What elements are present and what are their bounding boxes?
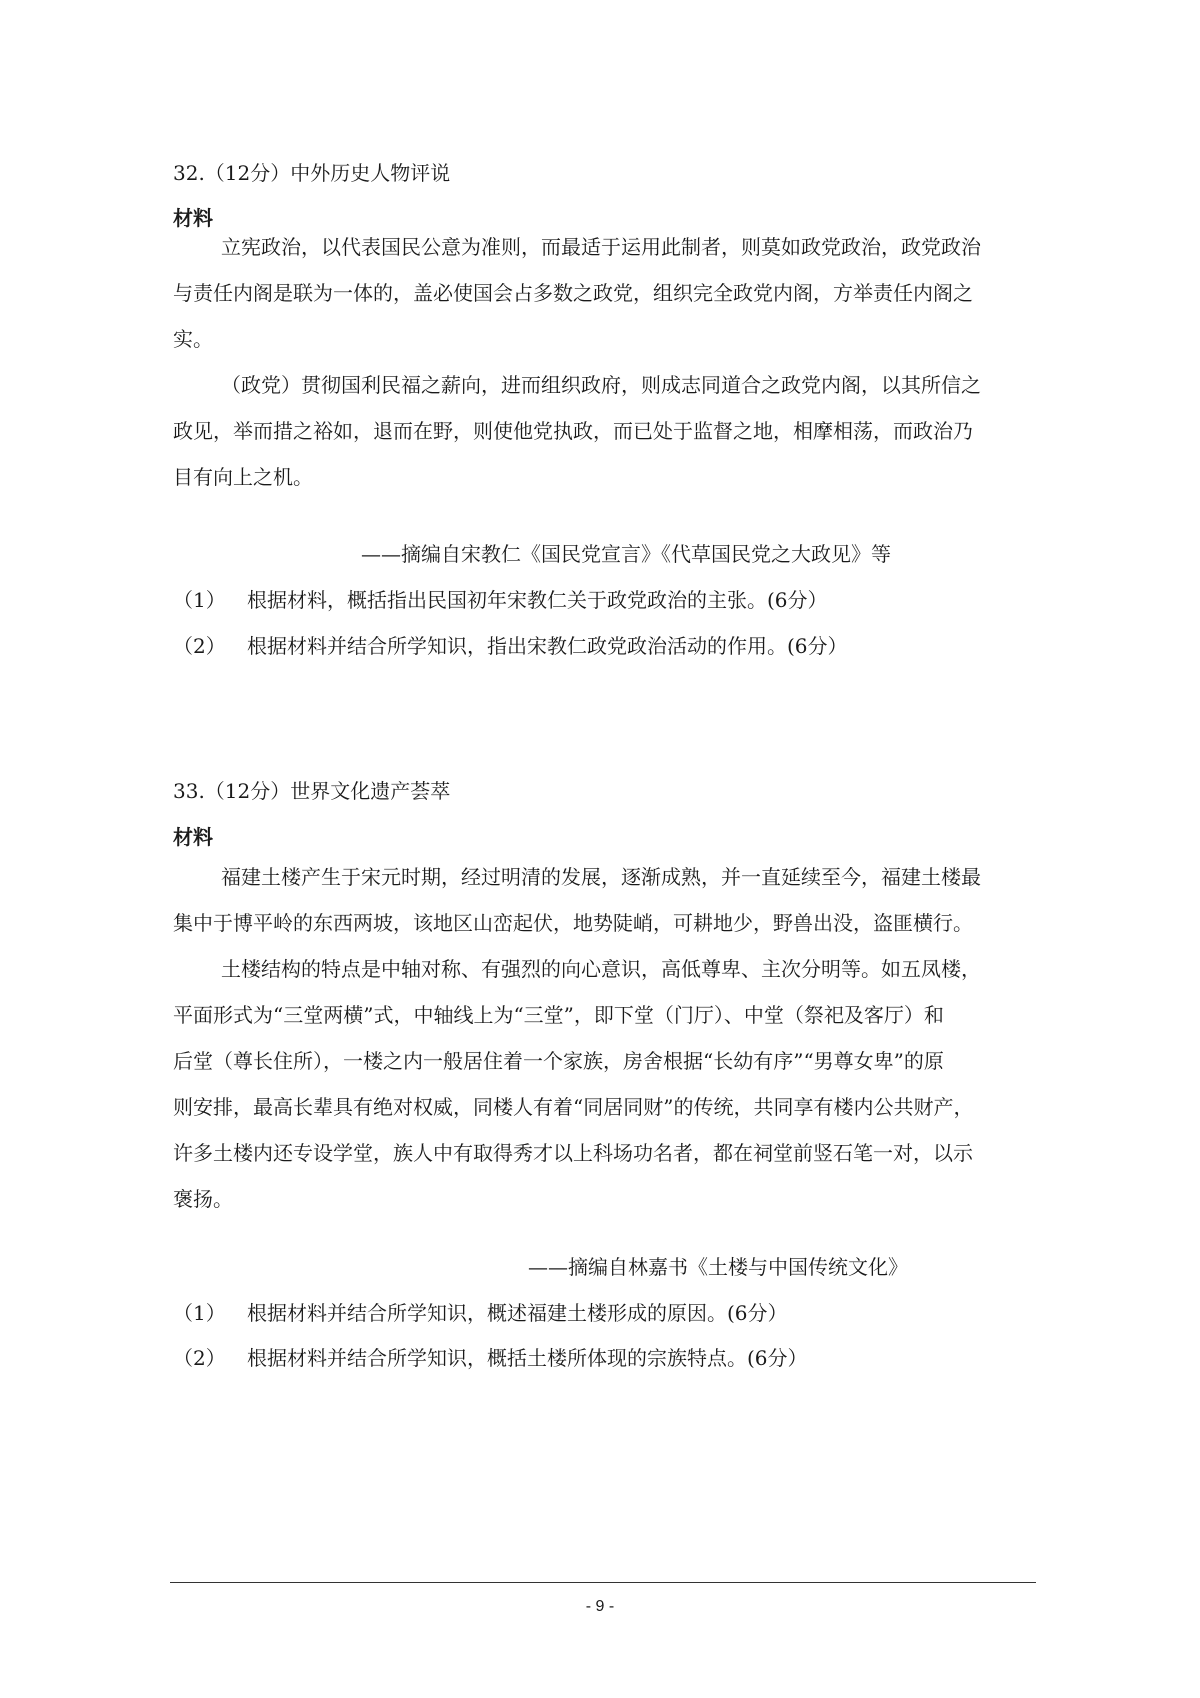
text-line: 褒扬。 — [173, 1187, 233, 1211]
text-line: 实。 — [173, 327, 213, 351]
sub-question-number: （1） — [173, 588, 226, 612]
question-32-material-para-1 — [173, 224, 1033, 362]
text-line: 许多土楼内还专设学堂，族人中有取得秀才以上科场功名者，都在祠堂前竖石笔一对，以示 — [173, 1141, 973, 1165]
question-33-title: 33.（12分）世界文化遗产荟萃 — [173, 779, 451, 803]
question-32-material-para-2 — [173, 362, 1033, 500]
sub-question-text: 根据材料并结合所学知识，指出宋教仁政党政治活动的作用。(6分） — [247, 634, 848, 658]
question-33-material-para-2 — [173, 946, 1033, 1222]
text-line: 立宪政治，以代表国民公意为准则，而最适于运用此制者，则莫如政党政治，政党政治 — [221, 235, 981, 259]
text-line: 后堂（尊长住所），一楼之内一般居住着一个家族，房舍根据“长幼有序”“男尊女卑”的原 — [173, 1049, 944, 1073]
page-number: - 9 - — [585, 1598, 615, 1615]
text-line: 土楼结构的特点是中轴对称、有强烈的向心意识，高低尊卑、主次分明等。如五凤楼， — [221, 957, 981, 981]
question-32-sub-1 — [173, 584, 828, 613]
question-33-sub-2 — [173, 1342, 808, 1371]
sub-question-number: （2） — [173, 634, 226, 658]
footer-divider — [170, 1582, 1036, 1583]
sub-question-text: 根据材料，概括指出民国初年宋教仁关于政党政治的主张。(6分） — [247, 588, 828, 612]
text-line: 目有向上之机。 — [173, 465, 313, 489]
question-32-title: 32.（12分）中外历史人物评说 — [173, 161, 451, 185]
sub-question-text: 根据材料并结合所学知识，概括土楼所体现的宗族特点。(6分） — [247, 1346, 808, 1370]
question-32-source: ——摘编自宋教仁《国民党宣言》《代草国民党之大政见》等 — [361, 542, 891, 566]
text-line: （政党）贯彻国利民福之薪向，进而组织政府，则成志同道合之政党内阁，以其所信之 — [221, 373, 981, 397]
text-line: 平面形式为“三堂两横”式，中轴线上为“三堂”，即下堂（门厅）、中堂（祭祀及客厅）和 — [173, 1003, 944, 1027]
sub-question-text: 根据材料并结合所学知识，概述福建土楼形成的原因。(6分） — [247, 1301, 788, 1325]
text-line: 福建土楼产生于宋元时期，经过明清的发展，逐渐成熟，并一直延续至今，福建土楼最 — [221, 865, 981, 889]
text-line: 则安排，最高长辈具有绝对权威，同楼人有着“同居同财”的传统，共同享有楼内公共财产， — [173, 1095, 974, 1119]
question-33-material-label: 材料 — [173, 825, 213, 849]
text-line: 政见，举而措之裕如，退而在野，则使他党执政，而已处于监督之地，相摩相荡，而政治乃 — [173, 419, 973, 443]
question-32-material-label: 材料 — [173, 206, 213, 230]
question-33-source: ——摘编自林嘉书《土楼与中国传统文化》 — [528, 1255, 908, 1279]
sub-question-number: （2） — [173, 1346, 226, 1370]
text-line: 与责任内阁是联为一体的，盖必使国会占多数之政党，组织完全政党内阁，方举责任内阁之 — [173, 281, 973, 305]
question-33-sub-1 — [173, 1297, 788, 1326]
sub-question-number: （1） — [173, 1301, 226, 1325]
question-33-material-para-1 — [173, 854, 1033, 946]
text-line: 集中于博平岭的东西两坡，该地区山峦起伏，地势陡峭，可耕地少，野兽出没，盗匪横行。 — [173, 911, 973, 935]
question-32-sub-2 — [173, 630, 848, 659]
